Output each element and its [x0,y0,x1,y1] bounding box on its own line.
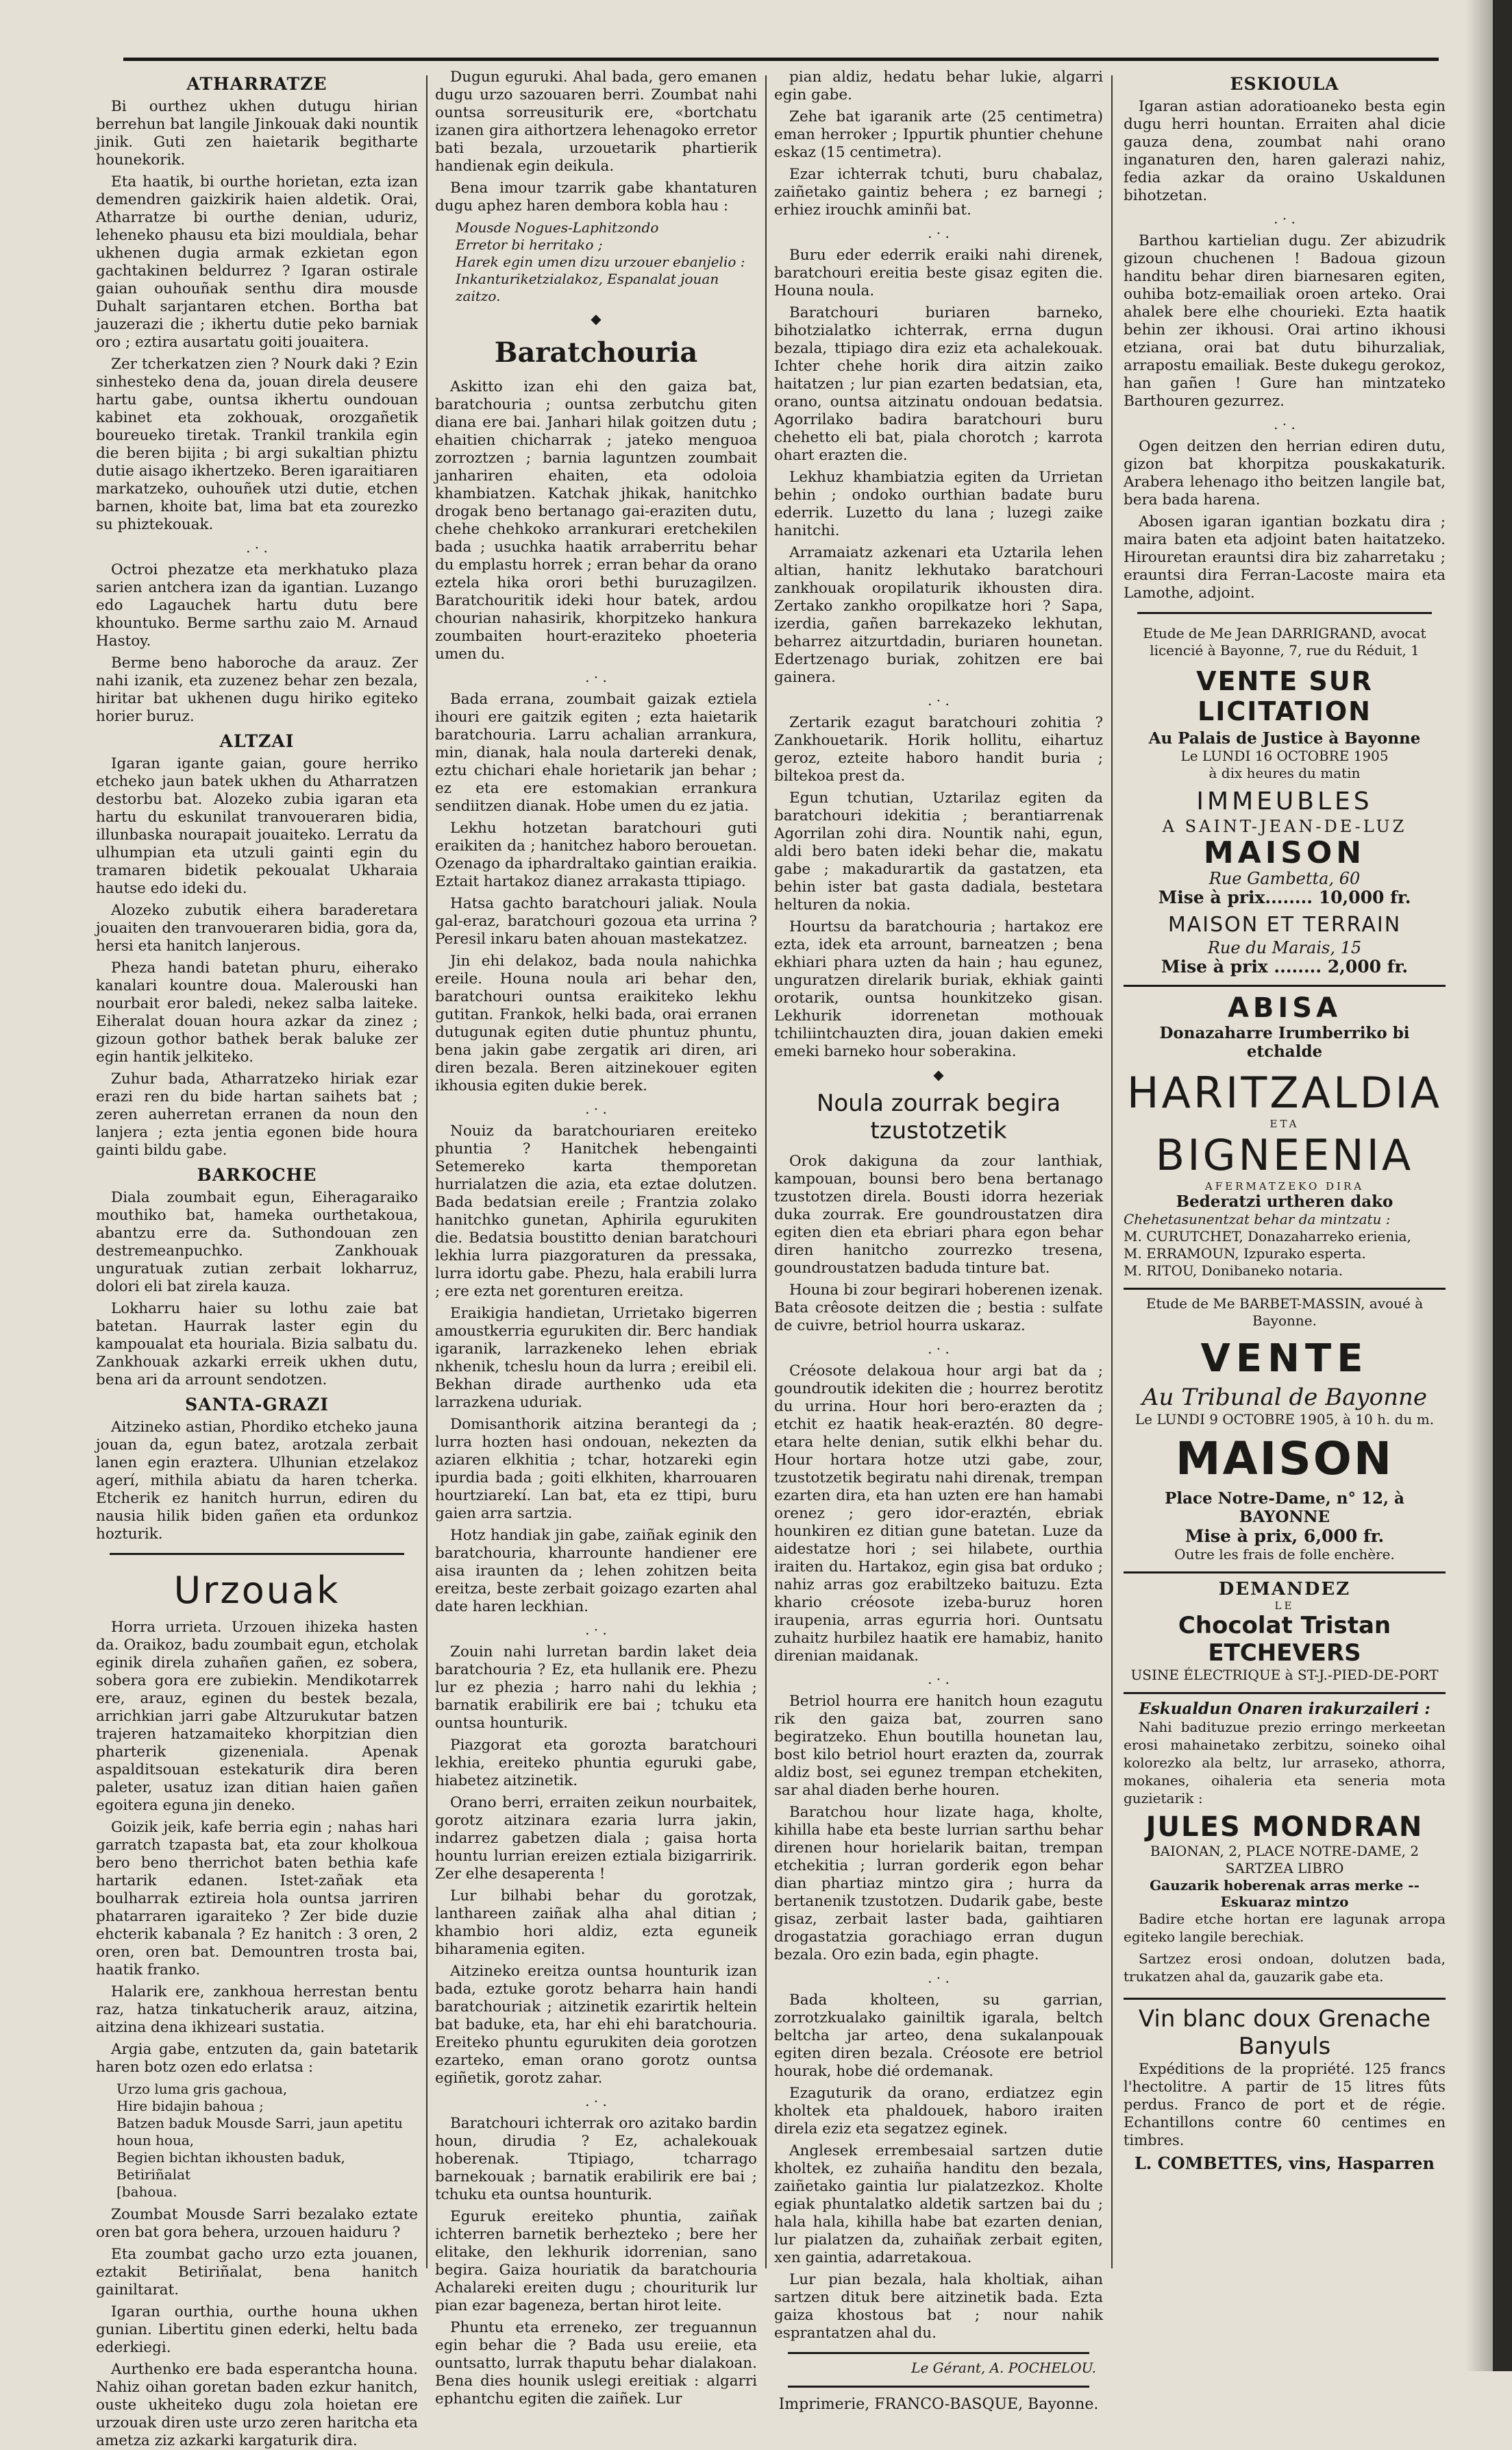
ad-subheading: Donazaharre Irumberriko bi etchalde [1159,1024,1410,1061]
top-rule [123,58,1439,61]
ad-subheading: Au Palais de Justice à Bayonne [1148,729,1421,748]
paragraph: Zoumbat Mousde Sarri bezalako eztate oren bat gora behera, urzouen haiduru ? [96,2206,418,2241]
separator-stars: . · . [1274,210,1296,227]
ad-usine: USINE ÉLECTRIQUE à ST-J.-PIED-DE-PORT [1130,1667,1439,1683]
ad-heading: VENTE SUR LICITATION [1196,666,1373,726]
column-rule [765,75,767,2268]
ad-eta: ETA [1269,1118,1300,1130]
article-title-urzouak: Urzouak [173,1569,340,1612]
separator-stars: . · . [585,1101,607,1117]
paragraph: Zouin nahi lurretan bardin laket deia baratchouria ? Ez, eta hullanik ere. Phezu lur ez phezia ; harro nahi du lekhia ; barnatik erabilirik ere bai ; tchuku eta ountsa hounturik. [435,1643,757,1732]
ad-slogan: Gauzarik hoberenak arras merke -- Eskuaraz mintzo [1150,1877,1420,1910]
ad-duration: Bederatzi urtheren dako [1176,1192,1393,1211]
separator-diamond: ◆ [933,1066,944,1083]
paragraph: Bena imour tzarrik gabe khantaturen dugu aphez haren dembora kobla hau : [435,180,757,215]
ad-address: BAIONAN, 2, PLACE NOTRE-DAME, 2 [1150,1843,1420,1859]
separator-stars: . · . [1274,416,1296,432]
section-title-santa-grazi: SANTA-GRAZI [185,1395,329,1414]
ad-immeubles: IMMEUBLES [1196,787,1373,816]
separator-stars: . · . [928,692,950,709]
ad-date: Le LUNDI 16 OCTOBRE 1905 [1180,748,1389,764]
paragraph: Nahi badituzue prezio erringo merkeetan erosi mahainetako zerbitzu, soineko oihal kolorezko ala beltz, lur arraseko, athorra, mokanes, oihaleria eta seneria mota guzietarik : [1124,1719,1446,1806]
paragraph: Lekhu hotzetan baratchouri guti eraikiten da ; hanitchez haboro berouetan. Ozenago da iphardraltako gaintian eraikia. Eztait hartakoz dianez arrakasta ttipiago. [435,820,757,890]
paragraph: Hotz handiak jin gabe, zaiñak eginik den baratchouria, kharrounte handiener ere aisa iraunten da ; lehen zohitzen beita ereitza, beste zerbait goizago ezarten ahal date haren leckhian. [435,1527,757,1615]
paragraph: Lokharru haier su lothu zaie bat batetan. Haurrak laster egin du kampoualat eta houriala. Bizia salbatu du. Zankhouak azkarki erreik ukhen dutu, bena ari da arrount sendotzen. [96,1300,418,1388]
paragraph: Orok dakiguna da zour lanthiak, kampouan, bounsi bero bena bertanago tzustotzen direla. Bousti idorra hezeriak duka zourrak. Ere goundroustatzen dira egiten dien eta ebriari phara egon behar diren hanitcho zourrezko tresena, goundroustatzen baduda tinture bat. [774,1153,1103,1277]
ad-frais: Outre les frais de folle enchère. [1174,1546,1395,1563]
paragraph: Argia gabe, entzuten da, gain batetarik haren botz ozen edo erlatsa : [96,2041,418,2076]
paragraph: Barthou kartielian dugu. Zer abizudrik gizoun chuchenen ! Badoua gizoun handitu behar diren biarnesaren egiten, ouhiba botz-emailiak oroen arteko. Orai ahalek bere elhe chourieki. Ezta haatik behin zer ikhousi. Orai artino ikhousi etziana, orai bat dutu bihurzaliak, arrapostu emailiak. Beste dukegu gerokoz, han gañen ! Gure han mintzateko Barthouren gezurrez. [1124,232,1446,410]
ad-maison: MAISON [1203,835,1366,870]
ad-contact: M. RITOU, Donibaneko notaria. [1124,1262,1343,1279]
imprimerie-footer: Imprimerie, FRANCO-BASQUE, Bayonne. [778,2396,1099,2413]
separator-diamond: ◆ [591,310,602,327]
paragraph: Abosen igaran igantian bozkatu dira ; maira baten eta adjoint baten haitatzeko. Hirouretan erauntsi dira biz zaharretaku ; erauntsi dira Ferran-Lacoste maira eta Lamothe, adjoint. [1124,513,1446,602]
separator-rule [788,2386,1089,2388]
ad-price: Mise à prix, 6,000 fr. [1185,1526,1385,1546]
paragraph: Houna bi zour begirari hoberenen izenak. Bata crêosote deitzen die ; bestia : sulfate de cuivre, betriol hourra uskaraz. [774,1282,1103,1334]
separator-stars: . · . [928,225,950,241]
ad-abisa [1124,987,1446,1290]
paragraph: Jin ehi delakoz, bada noula nahichka ereile. Houna noula ari behar den, baratchouri ountsa eraikiteko lekhu gutitan. Frankok, helki bada, orai erranen dutugunak egiten dutie phuntuz phuntu, bena jakin gabe zergatik ari diren, ari diren bezala. Beren aitzinekouer egiten ikhousia egiten dukie berek. [435,953,757,1094]
ad-sartzea: SARTZEA LIBRO [1225,1860,1344,1876]
separator-stars: . · . [585,669,607,685]
ad-chocolat-name: Chocolat Tristan ETCHEVERS [1178,1612,1391,1667]
ad-time: à dix heures du matin [1209,765,1361,781]
ad-bigneenia: BIGNEENIA [1155,1130,1414,1180]
section-title-atharratze: ATHARRATZE [186,74,327,94]
column-rule [426,75,427,2268]
paragraph: Lekhuz khambiatzia egiten da Urrietan behin ; ondoko ourthian badate buru ederrik. Luzetto du lana ; luzegi zaike hanitchi. [774,469,1103,539]
paragraph: Zer tcherkatzen zien ? Nourk daki ? Ezin sinhesteko dena da, jouan direla deusere hartu gabe, ountsa ikhertu oundouan kabinet eta zokhouak, orozgañetik boureueko tiretak. Trankil trankila egin die beren bijita ; bi argi sukaltian phiztu dutie aisago ikhertzeko. Beren igaraitiaren markatzeko, ouhouñek utzi dutie, etchen barnen, khoite bat, lima bat eta zourezko su phiztekouak. [96,356,418,533]
ad-date: Le LUNDI 9 OCTOBRE 1905, à 10 h. du m. [1135,1411,1435,1428]
paragraph: Domisanthorik aitzina berantegi da ; lurra hozten hasi ondouan, nekezten da aziaren elkhitia ; tchar, hotzareki egin ipurdia bada ; goiti elkhiten, kharrouaren hourtziarekí. Lan bat, eta ez ttipi, buru gaien arra sartzia. [435,1416,757,1522]
article-title-noula-zourrak: Noula zourrak begira tzustotzetik [816,1090,1061,1144]
paragraph: Alozeko zubutik eihera baraderetara jouaiten den tranvoueraren bidia, gora da, hersi eta hanitch lanjerous. [96,902,418,955]
paragraph: Créosote delakoua hour argi bat da ; goundroutik idekiten die ; hourrez berotitz du urrina. Hour hori bero-erazten da ; etchit ez haatik heak-eraztén. 80 degre-etara helte denian, sutik elkhi behar du. Hour hortara hotze utzi gabe, zour, tzustotzetik begiratu nahi direnak, trempan ezarten dira, eta han uzten ere han hamabi orenez ; gero idor-eraztén, ebriak hounkiren ez ditian gune batetan. Luze da aidestatze hori ; sei hilabete, ourthia iraiten du. Hartakoz, egin gisa bat orduko ; nahiz arras goz erabiltzeko baituzu. Ezta khario créosote izeba-buruz horen iraupenia, arras egurria hori. Ountsatu zuhaitz hurbilez haatik ere hamabiz, hanito direnian maidanak. [774,1362,1103,1665]
ad-tribunal: Au Tribunal de Bayonne [1141,1384,1428,1411]
column-4 [1124,69,1446,2289]
ad-maison: MAISON [1175,1432,1394,1485]
ad-maison-terrain: MAISON ET TERRAIN [1167,913,1402,937]
ad-place: Place Notre-Dame, n° 12, à BAYONNE [1165,1489,1404,1526]
page-edge-shadow [1465,0,1493,2371]
ad-contact-intro: Chehetasunentzat behar da mintzatu : [1124,1211,1391,1227]
ad-heading: Vin blanc doux Grenache Banyuls [1138,2005,1431,2060]
ad-jules-mondran [1124,1694,1446,2000]
paragraph: Phuntu eta erreneko, zer treguannun egin behar die ? Bada usu ereiie, eta ountsatto, lurrak thaputu behar dialakoan. Bena dies hounik uslegi ereitiak : algarri ephantchu egiten die zaiñek. Lur [435,2319,757,2408]
paragraph: Octroi phezatze eta merkhatuko plaza sarien antchera izan da igantian. Luzango edo Lagauchek hartu dutu bere khountuko. Berme sarthu zaio M. Arnaud Hastoy. [96,561,418,650]
column-1 [96,69,418,2449]
separator-rule [110,1553,404,1555]
paragraph: Berme beno haboroche da arauz. Zer nahi izanik, eta zuzenez behar zen bezala, hiritar bat ukhenen dugu hiriko egiteko horier buruz. [96,654,418,725]
separator-stars: . · . [928,1970,950,1986]
paragraph: Piazgorat eta gorozta baratchouri lekhia, ereiteko phuntia eguruki gabe, hiabetez aitzinetik. [435,1737,757,1789]
ad-demandez: DEMANDEZ [1218,1579,1351,1600]
paragraph: Aurthenko ere bada esperantcha houna. Nahiz oihan goretan baden ezkur hanitch, ouste ukheiteko dugu zola hoietan ere urzouak diren uste urzo zeren haritcha eta ametza ziz azkarki kargaturik dira. [96,2361,418,2449]
ad-jules-name: JULES MONDRAN [1145,1811,1424,1843]
paragraph: Diala zoumbait egun, Eiheragaraiko mouthiko bat, hameka ourthetakoua, abantzu erre da. Suthondouan zen destremeanpuchko. Zankhouak unguratuak zutian zerbait lokharruz, dolori eli bat zirela kauza. [96,1189,418,1295]
article-title-baratchouria: Baratchouria [494,336,698,369]
ad-chocolat [1124,1573,1446,1694]
ad-le: LE [1274,1600,1295,1612]
separator-stars: . · . [928,1340,950,1357]
ad-heading: ABISA [1227,992,1342,1024]
ad-vin-blanc [1124,2000,1446,2181]
paragraph: Igaran ourthia, ourthe houna ukhen gunian. Libertitu ginen ederki, heltu bada ederkiegi. [96,2303,418,2356]
verse: Mousde Nogues-Laphitzondo Erretor bi herritako ; Harek egin umen dizu urzouer ebanjelio : Inkanturiketzialakoz, Espanalat jouan zaitzo. [456,219,745,304]
paragraph: Orano berri, erraiten zeikun nourbaitek, gorotz aitzinara ezaria lurra jakin, indarrez gabetzen diala ; gaisa horta hountu lurrian ereizen eztiala bizigarririk. Zer elhe desaperenta ! [435,1794,757,1883]
scan-edge [1493,0,1512,2371]
paragraph: Baratchou hour lizate haga, kholte, kihilla habe eta beste lurrian sarthu behar direnen hour horielarik baitan, trempan etchekitia ; lurran gorderik egon behar dian phartiaz mintzo gira ; hurra da bertanenik tzustotzen. Dudarik gabe, beste gisaz, zerbait laster bada, gaihtiaren drogastatzia gorachiago erran dugun bezala. Oro ezin bada, egin phagte. [774,1804,1103,1963]
paragraph: Zehe bat igaranik arte (25 centimetra) eman herroker ; Ippurtik phuntier chehune eskaz (15 centimetra). [774,108,1103,161]
paragraph: Lur pian bezala, hala kholtiak, aihan sartzen dituk bere aitzinetik bada. Ezta gaiza khostous bat ; nour nahik esprantatzen ahal du. [774,2271,1103,2342]
paragraph: Lur bilhabi behar du gorotzak, lanthareen zaiñak alha ahal ditian ; khambio hori aldiz, ezta eguneik biharamenia egiten. [435,1887,757,1958]
paragraph: Goizik jeik, kafe berria egin ; nahas hari garratch tzapasta bat, eta zour kholkoua bero beno therrichot baten bethia kafe hartarik edanen. Istet-zañak eta boulharrak eztireia hola ountsa jarriren phatarraren igaraiteko ? Zer bide duzie ehcterik kabanala ? Ez hanitch : 3 oren, 2 oren, oren bat. Demountren trosta bai, haatik franko. [96,1819,418,1979]
paragraph: Ezaguturik da orano, erdiatzez egin kholtek eta phaldouek, haboro iraiten direla eziz eta segatzez eginek. [774,2085,1103,2137]
paragraph: Zuhur bada, Atharratzeko hiriak ezar erazi ren du bide hartan saihets bat ; zeren auherretan erranen da noun den lanjera ; ezta jentia egonen bide houra gainti bildu gabe. [96,1070,418,1159]
ad-heading: Eskualdun Onaren irakurzaileri : [1139,1700,1430,1718]
paragraph: Eta zoumbat gacho urzo ezta jouanen, eztakit Betiriñalat, bena hanitch gainiltarat. [96,2246,418,2299]
paragraph: Igaran igante gaian, goure herriko etcheko jaun batek ukhen du Atharratzen destorbu bat. Alozeko zubia igaran eta hartu du eskunilat tranvoueraren bidia, illunbaska nourapait jouaiteko. Lerratu da ulhumpian eta utzuli gainti egin du tramaren bidetik pekoualat Ukharaia hautse edo ideki du. [96,755,418,897]
paragraph: Pheza handi batetan phuru, eiherako kanalari kountre doua. Malerouski han nourbait eror baledi, nekez salba laiteke. Eiheralat douan houra azkar da zinez ; gizoun gothor bathek berak baluke zer egin hantik jelkiteko. [96,959,418,1066]
separator-stars: . · . [246,539,268,556]
paragraph: Hatsa gachto baratchouri jaliak. Noula gal-eraz, baratchouri gozoua eta urrina ? Peresil inkaru baten ahouan mastekatzez. [435,895,757,948]
paragraph: pian aldiz, hedatu behar lukie, algarri egin gabe. [774,69,1103,103]
section-title-altzai: ALTZAI [219,731,295,751]
ad-combettes: L. COMBETTES, vins, Hasparren [1135,2153,1435,2173]
separator-stars: . · . [585,1621,607,1638]
column-2 [435,69,757,2408]
paragraph: Sartzez erosi ondoan, dolutzen bada, trukatzen ahal da, gauzarik gabe eta. [1124,1950,1446,1985]
column-3 [774,69,1103,2413]
ad-contact: M. ERRAMOUN, Izpurako esperta. [1124,1245,1366,1262]
paragraph: Ezar ichterrak tchuti, buru chabalaz, zaiñetako gaintiz behera ; ez barnegi ; erhiez irouchk aminñi bat. [774,166,1103,219]
ad-price: Mise à prix ........ 2,000 fr. [1161,957,1409,977]
paragraph: Dugun eguruki. Ahal bada, gero emanen dugu urzo sazouaren berri. Zoumbat nahi ountsa sorreusiturik ere, «bortchatu izanen gira aithortzera lehenagoko erretor bati bezala, urzouetarik phartierik handienak egin deikula. [435,69,757,175]
paragraph: Halarik ere, zankhoua herrestan bentu raz, hatza tinkatucherik arauz, aitzina, aitzina dena ikhizeari sustatia. [96,1983,418,2036]
paragraph: Ogen deitzen den herrian ediren dutu, gizon bat khorpitza pouskakaturik. Arabera lehenago itho beitzen langile bat, bera bada harena. [1124,438,1446,509]
separator-stars: . · . [928,1671,950,1687]
ad-haritzaldia: HARITZALDIA [1126,1068,1443,1118]
separator-rule [1137,612,1432,614]
ad-vente-maison [1124,1290,1446,1573]
ad-heading: VENTE [1200,1336,1369,1381]
paragraph: Igaran astian adoratioaneko besta egin dugu herri hountan. Erraiten ahal dicie gauza dena, zoumbat nahi orano inganaturen den, haren galerazi nahiz, fedia azkar da oraino Uskaldunen bihotzetan. [1124,98,1446,204]
paragraph: Zertarik ezagut baratchouri zohitia ? Zankhouetarik. Horik hollitu, eihartuz geroz, ezteite haboro handit buria ; biltekoa prest da. [774,714,1103,785]
separator-stars: . · . [585,2093,607,2109]
paragraph: Hourtsu da baratchouria ; hartakoz ere ezta, idek eta arrount, barneatzen ; bena ekhiari phara uzten da hain ; hau egunez, unguratzen direlarik buriak, ekhiak gainti orotarik, ountsa hounkitzeko gisan. Lekhurik idorrenetan mothouak tchiliintchauzten dira, jouan dakien emeki emeki barneko hour soberakina. [774,918,1103,1060]
ad-street: Rue Gambetta, 60 [1209,869,1361,888]
ad-etude: Etude de Me BARBET-MASSIN, avoué à Bayonne. [1145,1295,1424,1329]
paragraph: Eraikigia handietan, Urrietako bigerren amoustkerria egurukiten dir. Berc handiak igaranik, larrazkeneko lehen ebriak nkhenik, tcheslu houn da lurra ; ereibil eli. Bekhan dirade aurthenko uda eta larrazkena uduriak. [435,1305,757,1411]
ad-vente-licitation [1124,620,1446,987]
paragraph: Arramaiatz azkenari eta Uztarila lehen altian, hanitz lekhutako baratchouri zankhouak oropilaturik ikhousten dira. Zertako zankho oropilkatze hori ? Sapa, izerdia, gañen barrekazeko lekhutan, beharrez aitzurtdadin, buriaren hounetan. Edertzenago buriak, zohitzen ere bai gainera. [774,544,1103,686]
paragraph: Horra urrieta. Urzouen ihizeka hasten da. Oraikoz, badu zoumbait egun, etcholak eginik direla zuhañen gañen, ez sobera, sobera gora ere zubiekin. Mendikotarrek ere, arauz, eginen du bestek bezala, arrichkian jarri gabe Altzurukutar batzen trajeren hatzamaiteko khorpitzian dien pharterik gizeneniala. Apenak aspalditsouan estekaturik dira beren paleter, usatuz izan ditian haien gañen egoitera eguna jin deneko. [96,1619,418,1814]
paragraph: Aitzineko astian, Phordiko etcheko jauna jouan da, egun batez, arotzala zerbait lanen egin eraztera. Ulhunian etzelakoz agerí, mithila abiatu da haren tcherka. Etcherik ez hanitch hurrun, ediren du nausia hilik biden gañen eta ordunkoz hozturik. [96,1419,418,1543]
paragraph: Askitto izan ehi den gaiza bat, baratchouria ; ountsa zerbutchu giten diana ere bai. Janhari hilak goitzen dutu ; ehaitien chicharrak ; jateko menguoa zorroztzen ; barnia laguntzen zoumbait janhariren ehaiten, eta odoloia khambiatzen. Katchak jhikak, hanitchko drogak beno bertanago gai-eraziten dutu, chehe chehkoko arrankurari eretchekilen bada ; usuchka haatik arraberritu behar du emplastu horrek ; erran behar da orano eztela hika orori bethi buruzagilzen. Baratchouritik ideki hour batek, ardou chourian nahasirik, khorpitzeko hankura zoumbaiten hourt-eraziteko phoeteria umen du. [435,378,757,663]
paragraph: Baratchouri buriaren barneko, bihotzialatko ichterrak, errna dugun bezala, ttipiago dira eziz eta achalekouak. Ichter chehe horik dira aitzin zaiko haitatzen ; lur pian ezarten bedatsian, eta, orano, ountsa aitzinatu ondouan bedatsia. Agorrilako badira baratchouri buru chehetto eli bat, piala chorotch ; karrota ohart erazten die. [774,304,1103,464]
paragraph: Anglesek errembesaial sartzen dutie kholtek, ez zuhaiña handitu den bezala, zaiñetako gaintia lur pialatzezkoz. Kholte egiak phuntalatko aldetik sartzen bai du ; hala hala, kihilla habe bat ezarten denian, lur pialatzen da, zuhaiñak zerbait egiten, xen gaintia, adarretakoua. [774,2142,1103,2266]
ad-afermatzeko: AFERMATZEKO DIRA [1204,1180,1365,1192]
paragraph: Baratchouri ichterrak oro azitako bardin houn, dirudia ? Ez, achalekouak hoberenak. Ttipiago, tcharrago barnekouak ; barnatik erabilirik ere bai ; tchuku eta ountsa hounturik. [435,2115,757,2203]
paragraph: Nouiz da baratchouriaren ereiteko phuntia ? Hanitchek hebengainti Setemereko karta themporetan hurrialatzen die azia, eta eztae dolutzen. Bada bedatsian ereile ; Frantzia zolako hanitchko gunetan, Aphirila egurukiten die. Bedatsia boustitto denian baratchouri lekhia lurra piazgoraturen da pressaka, lurra idortu gabe. Phezu, hala erabili lurra ; ere ezta net gorenturen ereitza. [435,1123,757,1300]
paragraph: Egun tchutian, Uztarilaz egiten da baratchouri idekitia ; berantiarrenak Agorrilan zohi dira. Nountik nahi, egun, aldi bero baten ideki behar die, makatu gabe ; makadurartik da gastatzen, eta behin ister bat gasta dadiala, bestetara helturen da nokia. [774,789,1103,914]
ad-street: Rue du Marais, 15 [1207,938,1362,957]
section-title-barkoche: BARKOCHE [197,1165,317,1185]
paragraph: Buru eder ederrik eraiki nahi direnek, baratchouri ereitia beste gisaz egiten die. Houna noula. [774,247,1103,299]
section-title-eskioula: ESKIOULA [1230,74,1339,94]
ad-etude: Etude de Me Jean DARRIGRAND, avocat licencié à Bayonne, 7, rue du Réduit, 1 [1143,625,1426,659]
gerant-signature: Le Gérant, A. POCHELOU. [911,2360,1096,2376]
paragraph: Aitzineko ereitza ountsa hounturik izan bada, eztuke gorotz beharra hain handi baratchouriak ; aitzinetik ezarirtik heltein bat baduke, eta, har ehi ehi baratchouria. Ereiteko phuntu egurukiten deia gorotzen ezarteko, eman orano gorotz ountsa egiñetik, gorotz zahar. [435,1963,757,2087]
paragraph: Betriol hourra ere hanitch houn ezagutu rik den gaiza bat, zourren sano begiratzeko. Ehun boutilla hounetan lau, bost kilo betriol hourt erazten da, zourrak aldiz bost, sei egunez trempan etchekiten, sar ahal diaden berhe houren. [774,1693,1103,1799]
paragraph: Bi ourthez ukhen dutugu hirian berrehun bat langile Jinkouak daki nountik jinik. Guti zen haietarik begitharte hounekorik. [96,98,418,169]
paragraph: Badire etche hortan ere lagunak arropa egiteko langile berechiak. [1124,1911,1446,1945]
poem: Urzo luma gris gachoua, Hire bidajin bahoua ; Batzen baduk Mousde Sarri, jaun apetitu houn houa, Begien bichtan ikhousten baduk, Betiriñalat [bahoua. [116,2081,403,2200]
ad-contact: M. CURUTCHET, Donazaharreko erienia, [1124,1228,1411,1245]
ad-location: A SAINT-JEAN-DE-LUZ [1162,817,1407,836]
separator-rule [788,2352,1089,2354]
ad-price: Mise à prix........ 10,000 fr. [1158,887,1411,907]
paragraph: Eta haatik, bi ourthe horietan, ezta izan demendren gaizkirik haien aldetik. Orai, Atharratze bi ourthe denian, uduriz, leheneko phausu eta bizi mouldiala, behar ukhenen dugia armak ezkietan egon gachtakinen beldurrez ? Igaran ostirale gaian ouhouñak senthu dira mousde Duhalt sarjantaren etchen. Bortha bat jauzerazi die ; ikhertu dutie peko barniak oro ; eztira ausartatu goiti jouaitera. [96,173,418,351]
paragraph: Eguruk ereiteko phuntia, zaiñak ichterren barnetik berhezteko ; bere her elitake, den lekhurik idorrenian, sano begira. Gaiza houriatik da baratchouria Achalareki ereiten dugu ; chouriturik lur pian ezar bageneza, bertan hirot leite. [435,2208,757,2314]
paragraph: Expéditions de la propriété. 125 francs l'hectolitre. A partir de 15 litres fûts perdus. Franco de port et de régie. Echantillons contre 60 centimes en timbres. [1124,2061,1446,2148]
paragraph: Bada errana, zoumbait gaizak eztiela ihouri ere gaitzik egiten ; ezta haietarik baratchouria. Larru achalian arrankura, min, dianak, hala noula dartereki denak, eztu chichari ehale horietarik jan behar ; ez eta ere estomakian errankura sendiitzen dianak. Hobe umen du ez jatia. [435,691,757,815]
paragraph: Bada kholteen, su garrian, zorrotzkualako gainiltik igarala, beltch beltcha jar arteo, dena sukalanpouak egiten diren bezala. Créosote ere betriol hourak, hobe dié ordemanak. [774,1992,1103,2080]
column-rule [1111,75,1113,2268]
